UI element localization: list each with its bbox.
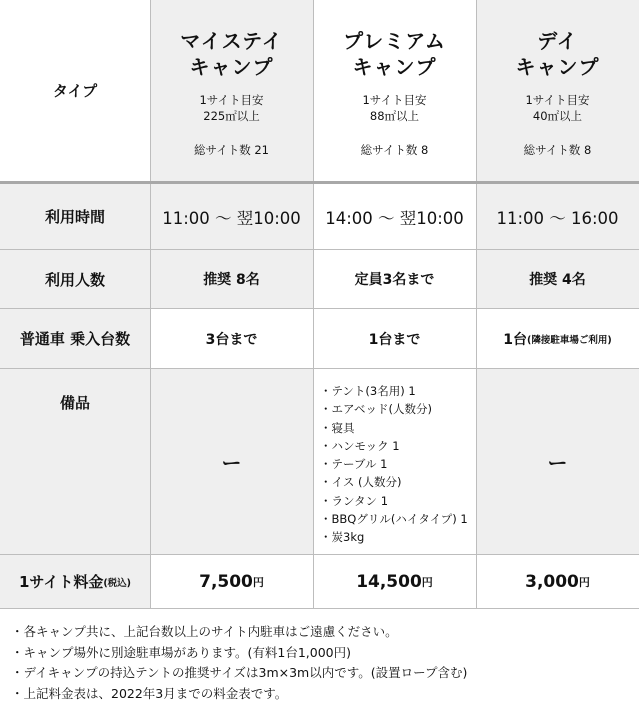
plan-title-line2: キャンプ [515, 55, 600, 79]
plan-area [150, 92, 313, 124]
plan-title [150, 28, 313, 80]
parking-count: 1台 [503, 331, 528, 348]
list-item: ・ランタン 1 [320, 493, 389, 508]
hours-label: 利用時間 [44, 208, 105, 226]
equipment-list [320, 382, 474, 547]
list-item: ・テント(3名用) 1 [320, 384, 416, 398]
plan-area-value: 88㎡以上 [369, 109, 420, 123]
plan-area [313, 92, 476, 124]
fee-amount: 3,000 [525, 571, 579, 592]
fee-amount: 14,500 [356, 571, 422, 592]
fee-value [476, 555, 639, 608]
type-label: タイプ [52, 82, 98, 100]
plan-header-day [476, 0, 639, 181]
parking-value-day [476, 309, 639, 368]
fee-unit: 円 [421, 575, 433, 589]
plan-total-sites: 総サイト数 21 [194, 143, 269, 157]
fee-label-text: 1サイト料金 [18, 573, 104, 591]
plan-area [476, 92, 639, 124]
fee-tax-note: (税込) [103, 577, 132, 589]
list-item: ・テーブル 1 [320, 457, 388, 472]
equipment-none: ー [221, 451, 242, 475]
list-item: ・炭3kg [320, 530, 365, 545]
notes [11, 622, 631, 704]
parking-label: 普通車 乗入台数 [19, 330, 131, 348]
grid-line [0, 608, 639, 609]
list-item: ・ハンモック 1 [320, 438, 400, 453]
equipment-none: ー [547, 451, 568, 475]
people-value: 推奨 4名 [529, 272, 586, 288]
plan-area-label: 1サイト目安 [525, 93, 590, 107]
plan-area-value: 40㎡以上 [532, 109, 583, 123]
plan-header-mystay [150, 0, 313, 181]
hours-value: 14:00 ～ 翌10:00 [325, 208, 464, 228]
parking-value: 1台まで [368, 331, 421, 348]
plan-title-line2: キャンプ [352, 55, 437, 79]
parking-value: 3台まで [205, 331, 258, 348]
plan-area-label: 1サイト目安 [362, 93, 427, 107]
list-item: ・BBQグリル(ハイタイプ) 1 [320, 512, 468, 527]
parking-note: (隣接駐車場ご利用) [527, 334, 612, 346]
list-item: ・寝具 [320, 420, 355, 435]
plan-title [476, 28, 639, 80]
note-item: ・上記料金表は、2022年3月までの料金表です。 [11, 685, 288, 701]
equipment-label: 備品 [59, 394, 90, 412]
hours-value: 11:00 ～ 翌10:00 [162, 208, 301, 228]
fee-unit: 円 [578, 575, 590, 589]
plan-title [313, 28, 476, 80]
fee-unit: 円 [252, 575, 264, 589]
list-item: ・イス (人数分) [320, 475, 402, 490]
list-item: ・エアベッド(人数分) [320, 402, 433, 417]
fee-value [313, 555, 476, 608]
plan-title-line2: キャンプ [189, 55, 274, 79]
note-item: ・キャンプ場外に別途駐車場があります。(有料1台1,000円) [11, 644, 351, 660]
plan-title-line1: マイステイ [180, 29, 283, 53]
fee-value [150, 555, 313, 608]
plan-area-value: 225㎡以上 [203, 109, 260, 123]
people-value: 定員3名まで [354, 272, 435, 288]
plan-title-line1: デイ [537, 29, 578, 53]
plan-header-premium [313, 0, 476, 181]
plan-total-sites: 総サイト数 8 [523, 143, 592, 157]
plan-title-line1: プレミアム [343, 29, 446, 53]
note-item: ・デイキャンプの持込テントの推奨サイズは3m×3m以内です。(設置ロープ含む) [11, 665, 468, 680]
note-item: ・各キャンプ共に、上記台数以上のサイト内駐車はご遠慮ください。 [11, 624, 398, 639]
plan-total-sites: 総サイト数 8 [360, 143, 429, 157]
people-label: 利用人数 [44, 270, 105, 289]
people-value: 推奨 8名 [203, 272, 260, 288]
plan-area-label: 1サイト目安 [199, 93, 264, 107]
hours-value: 11:00 ～ 16:00 [496, 208, 619, 228]
fee-amount: 7,500 [199, 571, 253, 592]
fee-label [0, 555, 150, 608]
